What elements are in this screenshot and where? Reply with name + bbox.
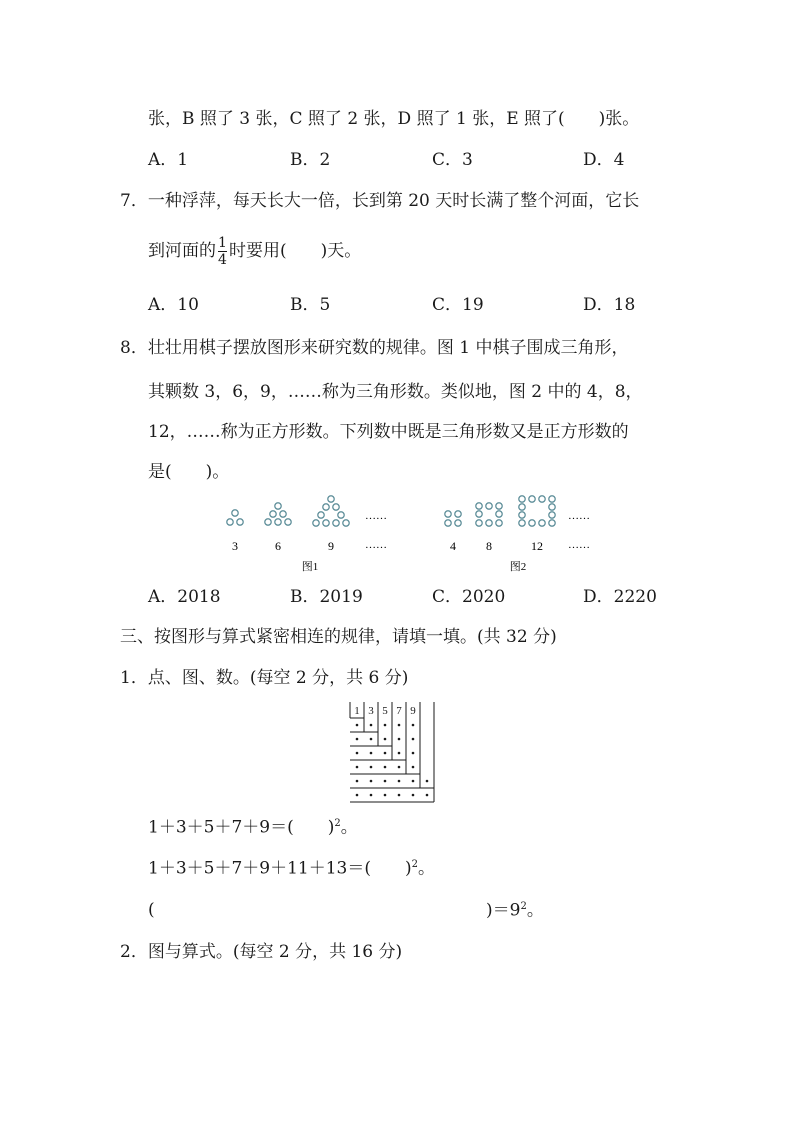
q8-option-c[interactable]: C．2020: [432, 587, 506, 607]
s3q2-title: 2．图与算式。(每空 2 分，共 16 分): [120, 942, 403, 962]
stone-dot: [445, 511, 451, 517]
figure-2-label-12: 12: [531, 539, 543, 553]
grid-header-1: 1: [354, 705, 360, 717]
equation-2-exponent: 2: [411, 859, 418, 870]
figure-2-label-4: 4: [450, 539, 456, 553]
q6-option-b[interactable]: B．2: [290, 150, 331, 170]
stone-dot: [519, 520, 525, 526]
q8-option-b[interactable]: B．2019: [290, 587, 363, 607]
grid-header-5: 5: [382, 705, 388, 717]
q6-option-d[interactable]: D．4: [583, 150, 625, 170]
stone-dot: [333, 504, 339, 510]
stone-dot: [476, 520, 482, 526]
stone-dot: [318, 512, 324, 518]
s3q1-title: 1．点、图、数。(每空 2 分，共 6 分): [120, 668, 409, 688]
q8-option-d[interactable]: D．2220: [583, 587, 657, 607]
q7-line2-pre: 到河面的: [148, 241, 216, 261]
stone-dot: [285, 519, 291, 525]
s3q1-equation-3-open: (: [148, 900, 155, 920]
fraction-denominator: 4: [218, 252, 227, 268]
q7-option-c[interactable]: C．19: [432, 295, 484, 315]
q7-option-d[interactable]: D．18: [583, 295, 636, 315]
figure-2-ellipsis-bottom: ……: [568, 539, 590, 551]
stone-dot: [455, 511, 461, 517]
equation-1-end: 。: [340, 817, 358, 838]
q7-option-b[interactable]: B．5: [290, 295, 331, 315]
stone-dot: [539, 520, 545, 526]
stone-dot: [486, 503, 492, 509]
stone-dot: [232, 510, 238, 516]
equation-3-exponent: 2: [520, 901, 527, 912]
stone-dot: [343, 520, 349, 526]
q8-line4: 是( )。: [148, 462, 230, 482]
stone-dot: [496, 503, 502, 509]
stone-dot: [237, 519, 243, 525]
q7-line2-post: 时要用( )天。: [229, 241, 362, 261]
s3q1-equation-2: [148, 860, 435, 878]
grid-header-7: 7: [396, 705, 402, 717]
stone-dot: [313, 520, 319, 526]
q6-option-c[interactable]: C．3: [432, 150, 473, 170]
stone-dot: [549, 512, 555, 518]
q8-option-a[interactable]: A．2018: [148, 587, 221, 607]
stone-dot: [275, 519, 281, 525]
equation-2-end: 。: [417, 858, 435, 879]
s3q1-equation-3-close: [486, 902, 544, 920]
figure-2-ellipsis-top: ……: [568, 510, 590, 522]
stone-dot: [519, 496, 525, 502]
figure-2-label-8: 8: [486, 539, 492, 553]
figure-1-label-3: 3: [232, 539, 238, 553]
figure-1-label-6: 6: [275, 539, 281, 553]
q7-line1: 7．一种浮萍，每天长大一倍，长到第 20 天时长满了整个河面，它长: [120, 191, 640, 211]
stone-dot: [323, 520, 329, 526]
stone-dot: [549, 496, 555, 502]
stone-dot: [270, 511, 276, 517]
figure-1-label-9: 9: [328, 539, 334, 553]
stone-dot: [486, 520, 492, 526]
q6-line: 张，B 照了 3 张，C 照了 2 张，D 照了 1 张，E 照了( )张。: [148, 109, 640, 129]
q7-line2: [148, 236, 361, 267]
stone-dot: [333, 520, 339, 526]
one-quarter-fraction: [218, 236, 227, 267]
q7-option-a[interactable]: A．10: [148, 295, 199, 315]
equation-3-text: )＝9: [486, 900, 521, 921]
stone-dot: [280, 511, 286, 517]
stone-dot: [476, 503, 482, 509]
s3q1-equation-1: [148, 819, 358, 837]
figure-1-ellipsis-top: ……: [365, 510, 387, 522]
stone-dot: [519, 512, 525, 518]
equation-1-exponent: 2: [334, 818, 341, 829]
q8-line3: 12，……称为正方形数。下列数中既是三角形数又是正方形数的: [148, 422, 629, 442]
stone-dot: [539, 496, 545, 502]
stone-dot: [496, 511, 502, 517]
stone-dot: [476, 511, 482, 517]
grid-header-9: 9: [410, 705, 416, 717]
equation-1-text: 1＋3＋5＋7＋9＝( ): [148, 817, 335, 838]
q6-option-a[interactable]: A．1: [148, 150, 189, 170]
figure-1-triangle-numbers: [220, 492, 400, 582]
stone-dot: [265, 519, 271, 525]
stone-dot: [455, 520, 461, 526]
figure-1-ellipsis-bottom: ……: [365, 539, 387, 551]
q8-line2: 其颗数 3，6，9，……称为三角形数。类似地，图 2 中的 4，8，: [148, 382, 643, 402]
section-3-title: 三、按图形与算式紧密相连的规律，请填一填。(共 32 分): [120, 627, 557, 647]
stone-dot: [519, 504, 525, 510]
stone-dot: [275, 503, 281, 509]
grid-header-3: 3: [368, 705, 374, 717]
stone-dot: [549, 520, 555, 526]
stone-dot: [529, 520, 535, 526]
fraction-numerator: 1: [218, 235, 227, 251]
stone-dot: [227, 519, 233, 525]
stone-dot: [549, 504, 555, 510]
figure-1-caption: 图1: [301, 561, 319, 573]
odd-number-dot-grid: [344, 700, 444, 804]
figure-2-caption: 图2: [509, 561, 527, 573]
stone-dot: [338, 512, 344, 518]
stone-dot: [445, 520, 451, 526]
stone-dot: [529, 496, 535, 502]
stone-dot: [323, 504, 329, 510]
equation-2-text: 1＋3＋5＋7＋9＋11＋13＝( ): [148, 858, 412, 879]
stone-dot: [328, 496, 334, 502]
figure-2-square-numbers: [432, 492, 612, 582]
q8-line1: 8．壮壮用棋子摆放图形来研究数的规律。图 1 中棋子围成三角形，: [120, 338, 629, 358]
equation-3-end: 。: [526, 900, 544, 921]
stone-dot: [496, 520, 502, 526]
